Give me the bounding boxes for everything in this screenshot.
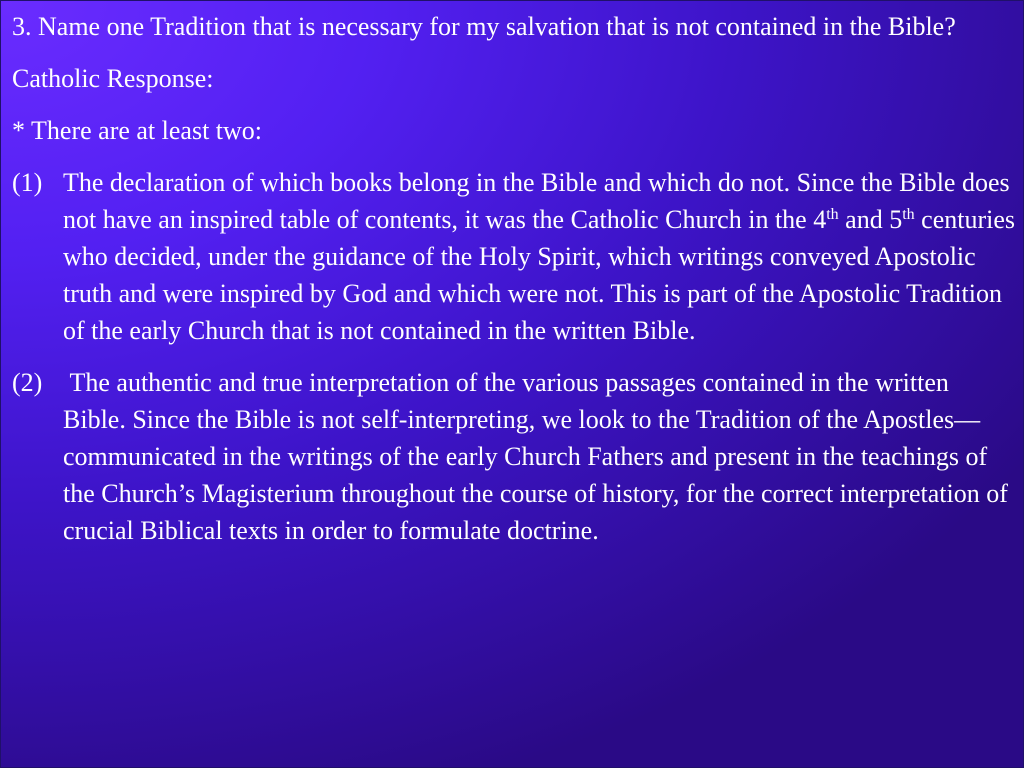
item-1-superscript-a: th bbox=[826, 206, 839, 223]
list-item-number: (2) bbox=[12, 368, 43, 397]
item-1-text-part-b: and 5 bbox=[838, 205, 903, 234]
list-item-text bbox=[63, 168, 1015, 345]
intro-line: * There are at least two: bbox=[12, 116, 263, 145]
list-item-text bbox=[63, 368, 1008, 545]
list-item-2 bbox=[12, 364, 1015, 549]
item-1-superscript-b: th bbox=[902, 206, 915, 223]
list-item-number: (1) bbox=[12, 168, 43, 197]
question-heading: 3. Name one Tradition that is necessary for my salvation that is not contained in the Bible? bbox=[12, 12, 956, 41]
item-1-text-part-a: The declaration of which books belong in the Bible and which do not. Since the Bible does not have an inspired table of contents, it was the Catholic Church in the 4 bbox=[63, 168, 1010, 234]
response-label: Catholic Response: bbox=[12, 64, 214, 93]
slide-content bbox=[12, 8, 1015, 564]
item-2-text: The authentic and true interpretation of the various passages contained in the written Bible. Since the Bible is not self-interpreting, we look to the Tradition of the Apostles—communicated in the writings of the early Church Fathers and present in the teachings of the Church’s Magisterium throughout the course of history, for the correct interpretation of crucial Biblical texts in order to formulate doctrine. bbox=[63, 368, 1008, 545]
item-1-text-part-c: centuries who decided, under the guidance of the Holy Spirit, which writings conveyed Apostolic truth and were inspired by God and which were not. This is part of the Apostolic Tradition of the early Church that is not contained in the written Bible. bbox=[63, 205, 1016, 345]
list-item-1 bbox=[12, 164, 1015, 349]
